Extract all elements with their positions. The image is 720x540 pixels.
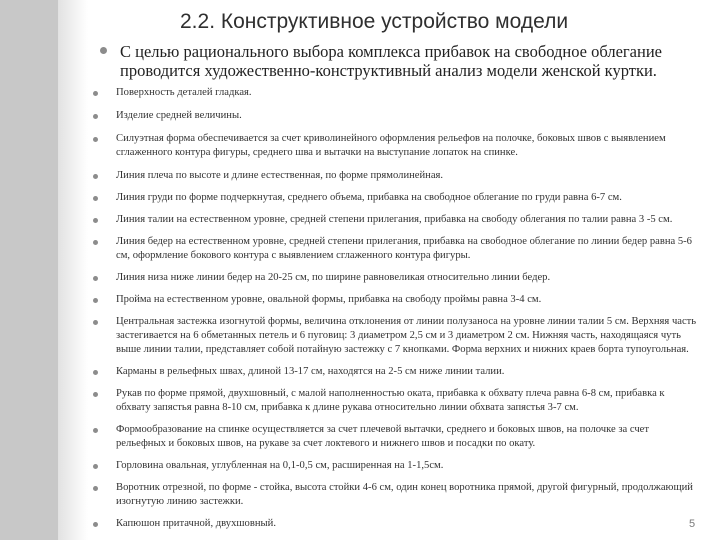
list-item-text: Линия бедер на естественном уровне, средней степени прилегания, прибавка на свободное облегание по линии бедер равна 5-6 см, оформление бокового контура с выявлением сглаженного контура фигуры. xyxy=(116,236,692,261)
list-item xyxy=(93,169,699,183)
list-item-text: Горловина овальная, углубленная на 0,1-0,5 см, расширенная на 1-1,5см. xyxy=(116,460,444,471)
bullet-icon xyxy=(93,91,98,96)
bullet-icon xyxy=(93,320,98,325)
list-item-text: Силуэтная форма обеспечивается за счет криволинейного оформления рельефов на полочке, боковых швов с выявлением сглаженного контура фигуры, среднего шва и вытачки на выступание лопаток на спинке. xyxy=(116,133,666,158)
bullet-icon xyxy=(93,370,98,375)
intro-text: С целью рационального выбора комплекса прибавок на свободное облегание проводится художественно-конструктивный анализ модели женской куртки. xyxy=(120,42,662,80)
list-item-text: Центральная застежка изогнутой формы, величина отклонения от линии полузаноса на уровне линии талии 5 см. Верхняя часть застегивается на 6 обметанных петель и 6 пуговиц: 3 диаметром 2,5 см и 3 диаметром 2 см. Нижняя часть, находящаяся чуть выше линии талии, представляет собой потайную застежку с 7 кнопками. Форма верхних и нижних краев борта тупоугольная. xyxy=(116,316,697,355)
list-item xyxy=(93,387,699,415)
list-item xyxy=(93,459,699,473)
list-item xyxy=(93,191,699,205)
list-item-text: Капюшон притачной, двухшовный. xyxy=(116,518,276,529)
list-item xyxy=(93,517,699,531)
list-item xyxy=(93,365,699,379)
list-item-text: Пройма на естественном уровне, овальной формы, прибавка на свободу проймы равна 3-4 см. xyxy=(116,294,542,305)
list-item-text: Изделие средней величины. xyxy=(116,110,242,121)
list-item xyxy=(93,109,699,123)
intro-paragraph xyxy=(100,42,718,80)
bullet-icon xyxy=(93,522,98,527)
list-item xyxy=(93,132,699,160)
list-item-text: Формообразование на спинке осуществляется за счет плечевой вытачки, среднего и боковых швов, на полочке за счет рельефных и боковых швов, на рукаве за счет локтевого и нижнего швов и посадки по окату. xyxy=(116,424,650,449)
bullet-icon xyxy=(93,486,98,491)
list-item-text: Поверхность деталей гладкая. xyxy=(116,87,252,98)
bullet-icon xyxy=(93,392,98,397)
bullet-icon xyxy=(93,174,98,179)
list-item xyxy=(93,271,699,285)
slide-title: 2.2. Конструктивное устройство модели xyxy=(180,10,569,33)
feature-list xyxy=(93,86,699,531)
list-item xyxy=(93,213,699,227)
bullet-icon xyxy=(93,218,98,223)
bullet-icon xyxy=(93,276,98,281)
list-item-text: Карманы в рельефных швах, длиной 13-17 см, находятся на 2-5 см ниже линии талии. xyxy=(116,366,505,377)
list-item xyxy=(93,423,699,451)
list-item-text: Линия плеча по высоте и длине естественная, по форме прямолинейная. xyxy=(116,170,444,181)
bullet-icon xyxy=(93,464,98,469)
page-number: 5 xyxy=(689,518,696,530)
list-item-text: Линия груди по форме подчеркнутая, среднего объема, прибавка на свободное облегание по груди равна 6-7 см. xyxy=(116,192,622,203)
list-item-text: Воротник отрезной, по форме - стойка, высота стойки 4-6 см, один конец воротника прямой, другой фигурный, продолжающий изогнутую линию застежки. xyxy=(116,482,693,507)
list-item-text: Линия низа ниже линии бедер на 20-25 см, по ширине равновеликая относительно линии бедер. xyxy=(116,272,551,283)
left-gradient-strip xyxy=(58,0,88,540)
left-decorative-bar xyxy=(0,0,58,540)
list-item xyxy=(93,86,699,100)
list-item xyxy=(93,235,699,263)
bullet-icon xyxy=(93,240,98,245)
list-item-text: Рукав по форме прямой, двухшовный, с малой наполненностью оката, прибавка к обхвату плеча равна 6-8 см, прибавка к обхвату запястья равна 8-10 см, прибавка к длине рукава относительно линии обхвата запястья 3-7 см. xyxy=(116,388,665,413)
bullet-icon xyxy=(93,298,98,303)
list-item xyxy=(93,293,699,307)
list-item-text: Линия талии на естественном уровне, средней степени прилегания, прибавка на свободу облегания по талии равна 3 -5 см. xyxy=(116,214,673,225)
bullet-icon xyxy=(93,428,98,433)
bullet-icon xyxy=(93,114,98,119)
bullet-icon xyxy=(100,47,107,54)
list-item xyxy=(93,481,699,509)
bullet-icon xyxy=(93,137,98,142)
list-item xyxy=(93,315,699,357)
bullet-icon xyxy=(93,196,98,201)
